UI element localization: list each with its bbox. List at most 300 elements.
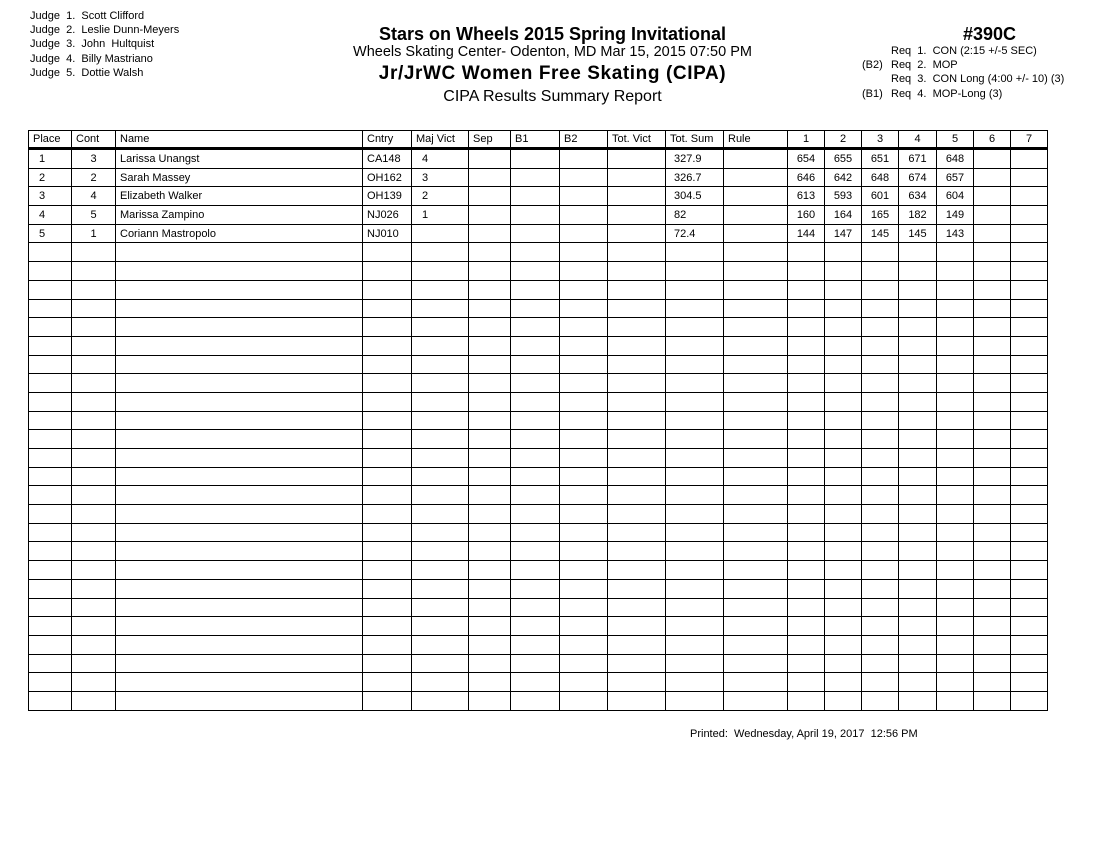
table-cell — [469, 673, 511, 692]
table-cell — [937, 336, 974, 355]
table-cell — [825, 280, 862, 299]
table-cell: 601 — [862, 187, 899, 206]
table-cell — [363, 336, 412, 355]
table-cell — [724, 654, 788, 673]
table-cell — [363, 691, 412, 710]
table-cell — [825, 542, 862, 561]
table-cell — [72, 561, 116, 580]
table-cell — [72, 299, 116, 318]
table-cell: 657 — [937, 168, 974, 187]
table-cell — [666, 430, 724, 449]
table-cell — [724, 542, 788, 561]
table-cell — [666, 579, 724, 598]
table-cell — [116, 318, 363, 337]
table-cell — [511, 691, 560, 710]
requirement-text: Req 2. MOP — [891, 59, 958, 72]
table-cell — [862, 505, 899, 524]
table-cell — [511, 318, 560, 337]
requirement-prefix: (B1) — [862, 87, 883, 100]
table-cell — [116, 561, 363, 580]
table-cell — [862, 299, 899, 318]
table-cell — [1011, 579, 1048, 598]
table-cell — [825, 262, 862, 281]
table-cell — [72, 486, 116, 505]
table-cell — [363, 411, 412, 430]
table-cell — [72, 411, 116, 430]
table-cell — [724, 691, 788, 710]
table-cell — [825, 505, 862, 524]
table-cell — [788, 355, 825, 374]
column-header: 1 — [788, 131, 825, 149]
table-cell: Marissa Zampino — [116, 206, 363, 225]
table-cell — [116, 243, 363, 262]
table-cell — [825, 486, 862, 505]
table-cell — [412, 280, 469, 299]
table-cell — [724, 149, 788, 169]
table-cell — [116, 336, 363, 355]
table-cell — [1011, 411, 1048, 430]
judge-entry: Judge 3. John Hultquist — [30, 38, 155, 51]
table-cell — [974, 392, 1011, 411]
table-cell — [862, 561, 899, 580]
table-cell — [608, 206, 666, 225]
table-cell — [899, 430, 937, 449]
table-cell — [608, 280, 666, 299]
table-cell — [412, 449, 469, 468]
table-cell — [29, 505, 72, 524]
table-cell — [1011, 654, 1048, 673]
table-cell — [974, 168, 1011, 187]
judges-list — [30, 9, 179, 80]
table-cell — [899, 243, 937, 262]
table-cell — [788, 392, 825, 411]
table-cell — [608, 411, 666, 430]
table-cell — [72, 635, 116, 654]
table-row — [29, 411, 1048, 430]
table-cell — [412, 542, 469, 561]
table-cell — [899, 262, 937, 281]
table-cell — [937, 505, 974, 524]
table-cell — [72, 617, 116, 636]
table-cell: 642 — [825, 168, 862, 187]
table-cell — [560, 542, 608, 561]
table-cell — [560, 355, 608, 374]
table-cell — [666, 523, 724, 542]
table-cell — [560, 617, 608, 636]
table-cell — [788, 579, 825, 598]
table-cell — [469, 635, 511, 654]
table-cell — [825, 654, 862, 673]
table-cell — [363, 392, 412, 411]
table-cell — [469, 505, 511, 524]
table-cell — [825, 579, 862, 598]
table-cell — [899, 635, 937, 654]
table-cell — [825, 561, 862, 580]
table-cell — [937, 243, 974, 262]
table-cell — [666, 598, 724, 617]
table-cell: 674 — [899, 168, 937, 187]
table-cell — [560, 336, 608, 355]
table-cell — [469, 654, 511, 673]
table-cell — [72, 673, 116, 692]
table-cell — [469, 523, 511, 542]
table-cell — [560, 206, 608, 225]
table-cell — [469, 392, 511, 411]
table-cell — [560, 523, 608, 542]
table-cell — [666, 280, 724, 299]
column-header: B2 — [560, 131, 608, 149]
table-cell — [937, 299, 974, 318]
table-cell — [862, 262, 899, 281]
table-row — [29, 149, 1048, 169]
table-cell — [666, 336, 724, 355]
table-cell — [469, 486, 511, 505]
table-cell — [469, 691, 511, 710]
table-cell — [974, 262, 1011, 281]
table-cell — [29, 579, 72, 598]
table-row — [29, 355, 1048, 374]
table-cell — [469, 449, 511, 468]
table-cell — [608, 486, 666, 505]
table-cell — [511, 561, 560, 580]
table-cell — [29, 430, 72, 449]
table-cell — [511, 411, 560, 430]
table-cell — [469, 318, 511, 337]
table-cell — [608, 635, 666, 654]
table-cell — [974, 224, 1011, 243]
table-cell — [1011, 486, 1048, 505]
table-cell — [560, 262, 608, 281]
table-cell — [412, 654, 469, 673]
table-cell — [469, 280, 511, 299]
table-cell — [560, 187, 608, 206]
table-cell — [724, 262, 788, 281]
column-header: 6 — [974, 131, 1011, 149]
requirement-prefix: (B2) — [862, 59, 883, 72]
table-cell — [560, 374, 608, 393]
table-cell — [72, 467, 116, 486]
table-cell — [1011, 299, 1048, 318]
table-row — [29, 654, 1048, 673]
table-cell — [511, 374, 560, 393]
table-cell — [937, 617, 974, 636]
table-cell — [899, 598, 937, 617]
table-cell — [899, 523, 937, 542]
table-cell — [666, 299, 724, 318]
table-cell — [862, 542, 899, 561]
table-cell — [608, 523, 666, 542]
table-cell: 648 — [862, 168, 899, 187]
table-cell — [666, 355, 724, 374]
table-cell — [412, 523, 469, 542]
table-cell — [724, 579, 788, 598]
table-cell: CA148 — [363, 149, 412, 169]
table-row — [29, 617, 1048, 636]
table-cell: 654 — [788, 149, 825, 169]
table-cell — [412, 430, 469, 449]
table-cell — [1011, 617, 1048, 636]
table-cell — [72, 318, 116, 337]
table-cell — [1011, 224, 1048, 243]
table-cell — [72, 392, 116, 411]
table-cell — [363, 299, 412, 318]
table-cell — [560, 691, 608, 710]
table-cell — [666, 243, 724, 262]
table-cell — [560, 243, 608, 262]
table-cell — [469, 149, 511, 169]
table-cell — [608, 392, 666, 411]
table-cell — [363, 318, 412, 337]
table-cell — [469, 224, 511, 243]
table-cell — [29, 336, 72, 355]
table-cell — [29, 542, 72, 561]
table-cell — [412, 505, 469, 524]
table-cell — [825, 598, 862, 617]
table-cell — [825, 318, 862, 337]
table-cell — [862, 243, 899, 262]
table-cell — [412, 598, 469, 617]
table-cell: 2 — [72, 168, 116, 187]
table-cell — [412, 617, 469, 636]
table-cell — [1011, 505, 1048, 524]
table-cell — [608, 355, 666, 374]
table-row — [29, 392, 1048, 411]
table-cell — [825, 523, 862, 542]
table-cell: 646 — [788, 168, 825, 187]
table-cell — [560, 486, 608, 505]
requirement-entry — [862, 44, 1064, 58]
table-cell — [1011, 392, 1048, 411]
table-cell — [608, 598, 666, 617]
table-cell — [825, 411, 862, 430]
table-cell: NJ010 — [363, 224, 412, 243]
table-cell — [788, 523, 825, 542]
table-cell — [412, 467, 469, 486]
table-cell: 1 — [29, 149, 72, 169]
table-cell — [560, 149, 608, 169]
table-cell: 613 — [788, 187, 825, 206]
table-cell — [724, 318, 788, 337]
table-cell — [412, 579, 469, 598]
table-row — [29, 691, 1048, 710]
table-cell — [1011, 467, 1048, 486]
table-cell — [363, 673, 412, 692]
table-cell — [72, 691, 116, 710]
table-cell — [511, 187, 560, 206]
table-cell — [608, 243, 666, 262]
table-cell — [1011, 561, 1048, 580]
table-cell — [974, 280, 1011, 299]
table-cell — [1011, 187, 1048, 206]
table-cell — [937, 262, 974, 281]
table-cell — [666, 561, 724, 580]
table-cell — [862, 355, 899, 374]
table-cell — [899, 280, 937, 299]
table-cell: 634 — [899, 187, 937, 206]
report-title: CIPA Results Summary Report — [443, 88, 662, 105]
table-cell — [511, 262, 560, 281]
table-cell — [974, 336, 1011, 355]
table-cell: 655 — [825, 149, 862, 169]
table-cell: 593 — [825, 187, 862, 206]
table-cell — [724, 617, 788, 636]
table-cell — [116, 392, 363, 411]
table-cell — [862, 617, 899, 636]
table-cell — [560, 467, 608, 486]
table-cell — [937, 542, 974, 561]
table-cell — [412, 355, 469, 374]
table-cell: Elizabeth Walker — [116, 187, 363, 206]
table-cell — [937, 411, 974, 430]
table-cell — [560, 673, 608, 692]
table-row — [29, 168, 1048, 187]
requirement-text: Req 1. CON (2:15 +/-5 SEC) — [891, 45, 1037, 57]
table-cell — [666, 318, 724, 337]
table-cell: 1 — [72, 224, 116, 243]
table-cell — [412, 691, 469, 710]
table-cell — [560, 598, 608, 617]
table-cell — [899, 374, 937, 393]
table-cell — [469, 299, 511, 318]
table-row — [29, 243, 1048, 262]
table-row — [29, 280, 1048, 299]
column-header: 3 — [862, 131, 899, 149]
table-cell — [363, 579, 412, 598]
table-cell — [363, 505, 412, 524]
requirement-text: Req 3. CON Long (4:00 +/- 10) (3) — [891, 73, 1065, 86]
table-cell — [899, 392, 937, 411]
table-cell — [29, 635, 72, 654]
table-cell — [974, 206, 1011, 225]
table-cell: 145 — [862, 224, 899, 243]
table-cell — [974, 467, 1011, 486]
requirement-entry — [862, 72, 1064, 86]
table-cell — [825, 467, 862, 486]
table-cell — [1011, 449, 1048, 468]
table-cell — [1011, 168, 1048, 187]
table-cell — [937, 635, 974, 654]
table-cell — [724, 168, 788, 187]
table-cell: 3 — [72, 149, 116, 169]
table-cell: 5 — [29, 224, 72, 243]
table-cell: 671 — [899, 149, 937, 169]
table-cell: OH162 — [363, 168, 412, 187]
table-cell: 160 — [788, 206, 825, 225]
table-cell — [29, 243, 72, 262]
table-cell — [899, 467, 937, 486]
table-cell — [788, 617, 825, 636]
table-cell — [363, 243, 412, 262]
table-cell — [608, 374, 666, 393]
table-cell — [116, 374, 363, 393]
table-cell — [974, 243, 1011, 262]
table-cell — [116, 617, 363, 636]
table-cell — [116, 691, 363, 710]
table-cell — [560, 299, 608, 318]
table-cell — [29, 617, 72, 636]
table-cell — [1011, 673, 1048, 692]
table-cell — [560, 579, 608, 598]
table-cell — [72, 336, 116, 355]
table-cell — [511, 430, 560, 449]
table-cell — [899, 411, 937, 430]
table-cell — [974, 635, 1011, 654]
column-header: 4 — [899, 131, 937, 149]
table-header-row — [29, 131, 1048, 149]
table-cell — [608, 691, 666, 710]
table-cell — [937, 449, 974, 468]
table-cell — [116, 430, 363, 449]
table-cell — [788, 430, 825, 449]
table-cell — [363, 542, 412, 561]
table-cell — [862, 411, 899, 430]
table-cell — [862, 673, 899, 692]
table-cell — [1011, 635, 1048, 654]
table-cell — [560, 168, 608, 187]
table-cell — [29, 411, 72, 430]
table-cell — [724, 467, 788, 486]
table-cell — [666, 411, 724, 430]
table-cell — [29, 673, 72, 692]
table-cell — [29, 561, 72, 580]
table-cell — [937, 430, 974, 449]
table-cell — [116, 635, 363, 654]
table-cell — [899, 561, 937, 580]
table-cell — [666, 617, 724, 636]
table-cell — [72, 280, 116, 299]
column-header: Sep — [469, 131, 511, 149]
table-cell — [724, 505, 788, 524]
table-row — [29, 561, 1048, 580]
column-header: Place — [29, 131, 72, 149]
table-cell — [666, 505, 724, 524]
table-cell — [724, 449, 788, 468]
table-cell — [116, 523, 363, 542]
table-cell — [862, 336, 899, 355]
table-cell — [666, 486, 724, 505]
table-cell — [469, 187, 511, 206]
table-cell — [72, 262, 116, 281]
table-cell — [937, 691, 974, 710]
table-cell — [937, 318, 974, 337]
table-cell — [862, 467, 899, 486]
table-cell — [469, 598, 511, 617]
table-cell: 4 — [29, 206, 72, 225]
table-cell — [608, 430, 666, 449]
table-cell — [788, 467, 825, 486]
table-cell — [560, 654, 608, 673]
table-cell — [724, 299, 788, 318]
table-cell — [608, 149, 666, 169]
table-cell — [363, 523, 412, 542]
table-cell — [724, 430, 788, 449]
table-cell — [511, 542, 560, 561]
table-cell — [363, 449, 412, 468]
table-cell: 304.5 — [666, 187, 724, 206]
table-cell — [412, 243, 469, 262]
table-cell — [1011, 542, 1048, 561]
table-cell — [608, 561, 666, 580]
table-cell — [560, 224, 608, 243]
table-cell — [363, 486, 412, 505]
table-cell — [788, 411, 825, 430]
table-cell — [974, 579, 1011, 598]
table-cell — [825, 691, 862, 710]
table-cell — [724, 374, 788, 393]
table-cell — [29, 392, 72, 411]
table-cell — [608, 318, 666, 337]
table-cell — [1011, 262, 1048, 281]
